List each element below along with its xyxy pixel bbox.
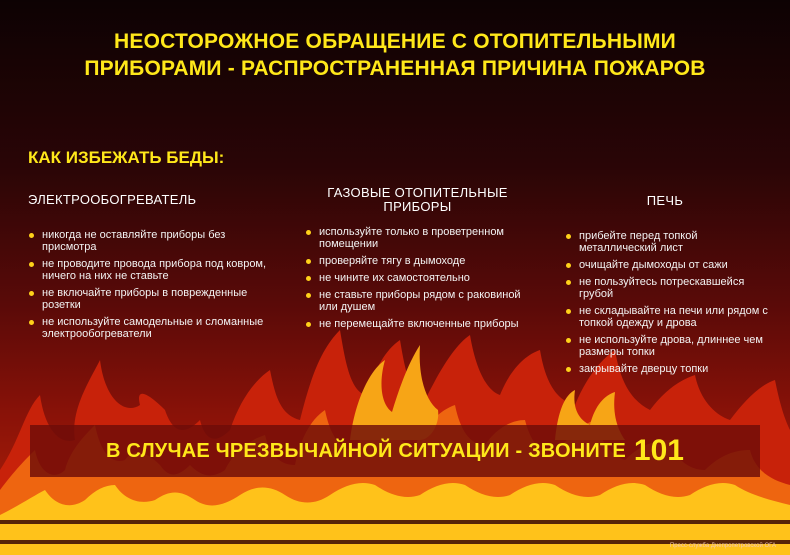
list-item: проверяйте тягу в дымоходе xyxy=(305,255,530,267)
list-item: прибейте перед топкой металлический лист xyxy=(565,230,775,254)
emergency-text: В СЛУЧАЕ ЧРЕЗВЫЧАЙНОЙ СИТУАЦИИ - ЗВОНИТЕ xyxy=(106,439,626,462)
list-item: не используйте дрова, длиннее чем размеры топки xyxy=(565,334,775,358)
list-item: используйте только в проветренном помещении xyxy=(305,226,530,250)
column-heading: ГАЗОВЫЕ ОТОПИТЕЛЬНЫЕ ПРИБОРЫ xyxy=(327,185,508,214)
list-item: не включайте приборы в поврежденные розетки xyxy=(28,287,278,311)
title-line-2: ПРИБОРАМИ - РАСПРОСТРАНЕННАЯ ПРИЧИНА ПОЖАРОВ xyxy=(84,57,706,80)
title-line-1: НЕОСТОРОЖНОЕ ОБРАЩЕНИЕ С ОТОПИТЕЛЬНЫМИ xyxy=(114,30,676,53)
list-item: закрывайте дверцу топки xyxy=(565,363,775,375)
list-item: никогда не оставляйте приборы без присмотра xyxy=(28,229,278,253)
emergency-number: 101 xyxy=(633,434,684,467)
list-item: не пользуйтесь потрескавшейся грубой xyxy=(565,276,775,300)
list-item: не чините их самостоятельно xyxy=(305,272,530,284)
tips-list xyxy=(565,230,775,375)
list-item: не проводите провода прибора под ковром, ничего на них не ставьте xyxy=(28,258,278,282)
list-item: не ставьте приборы рядом с раковиной или душем xyxy=(305,289,530,313)
column-electric-heater xyxy=(28,192,278,345)
tips-list xyxy=(28,229,278,340)
list-item: очищайте дымоходы от сажи xyxy=(565,259,775,271)
list-item: не складывайте на печи или рядом с топкой одежду и дрова xyxy=(565,305,775,329)
tips-list xyxy=(305,226,530,330)
column-heading: ЭЛЕКТРООБОГРЕВАТЕЛЬ xyxy=(28,192,197,207)
column-gas-heaters xyxy=(305,186,530,335)
section-subtitle: КАК ИЗБЕЖАТЬ БЕДЫ: xyxy=(28,148,225,167)
press-credit: Пресс-служба Днепропетровской ОГА xyxy=(669,543,776,549)
column-stove xyxy=(565,193,775,380)
list-item: не перемещайте включенные приборы xyxy=(305,318,530,330)
list-item: не используйте самодельные и сломанные электрообогреватели xyxy=(28,316,278,340)
emergency-banner xyxy=(30,425,760,477)
poster-title xyxy=(30,28,760,82)
column-heading: ПЕЧЬ xyxy=(646,193,684,208)
